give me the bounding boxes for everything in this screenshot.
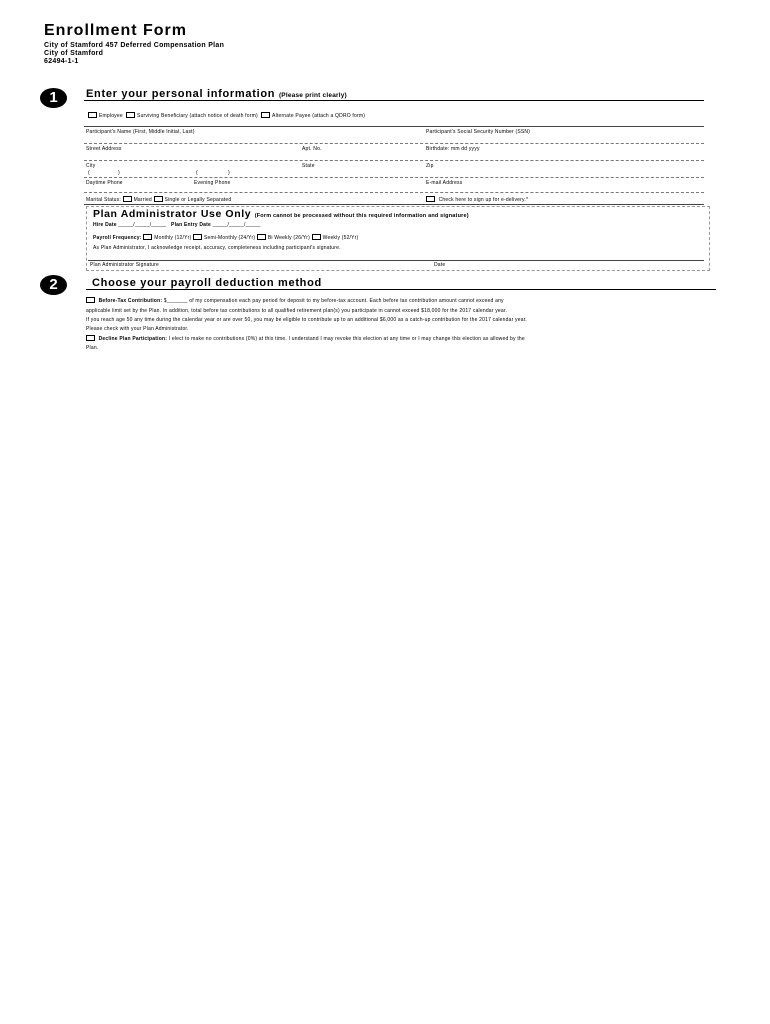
divider <box>84 177 704 178</box>
pretax-line-1 <box>86 297 504 304</box>
checkbox-married[interactable] <box>123 196 132 202</box>
signature-line <box>88 260 704 261</box>
plan-admin-title-text: Plan Administrator Use Only <box>93 208 252 220</box>
employer-name: City of Stamford <box>44 50 104 57</box>
payroll-frequency-row <box>93 234 358 241</box>
street-field-label: Street Address <box>86 146 122 152</box>
payroll-frequency-label: Payroll Frequency: <box>93 235 142 241</box>
checkbox-pretax[interactable] <box>86 297 95 303</box>
plan-number: 62494-1-1 <box>44 58 79 65</box>
participant-type-row <box>88 112 365 119</box>
option-surviving-beneficiary: Surviving Beneficiary (attach notice of death form) <box>137 113 258 119</box>
option-married: Married <box>133 197 152 203</box>
decline-label: Decline Plan Participation: <box>98 336 168 342</box>
zip-field-label: Zip <box>426 163 434 169</box>
pretax-line-2: applicable limit set by the Plan. In addition, total before tax contributions to all qualified retirement plan(s) you participate in cannot exceed $18,000 for the 2017 calendar year. <box>86 308 508 314</box>
section-1-rule <box>84 100 704 101</box>
section-1-note: (Please print clearly) <box>278 92 347 99</box>
checkbox-decline[interactable] <box>86 335 95 341</box>
state-field-label: State <box>302 163 315 169</box>
plan-admin-note: (Form cannot be processed without this required information and signature) <box>254 213 469 219</box>
plan-admin-title <box>93 208 469 220</box>
pretax-line-4: Please check with your Plan Administrator. <box>86 326 189 332</box>
checkbox-single[interactable] <box>154 196 163 202</box>
admin-signature-label: Plan Administrator Signature <box>90 262 159 268</box>
edelivery-row <box>426 196 528 203</box>
checkbox-semi-monthly[interactable] <box>193 234 202 240</box>
pretax-text: $_______ of my compensation each pay period for deposit to my before-tax account. Each before tax contribution amount cannot exceed any <box>163 298 504 304</box>
option-monthly: Monthly (12/Yr) <box>154 235 192 241</box>
checkbox-bi-weekly[interactable] <box>257 234 266 240</box>
section-1-badge: 1 <box>40 88 67 108</box>
decline-line-2: Plan. <box>86 345 99 351</box>
eve-phone-paren-close: ) <box>228 170 230 176</box>
section-1-title-text: Enter your personal information <box>86 88 276 100</box>
section-2-title: Choose your payroll deduction method <box>92 277 322 289</box>
pretax-label: Before-Tax Contribution: <box>98 298 163 304</box>
divider <box>84 143 704 144</box>
admin-acknowledgement: As Plan Administrator, I acknowledge receipt, accuracy, completeness including participant's signature. <box>93 245 341 251</box>
checkbox-weekly[interactable] <box>312 234 321 240</box>
checkbox-alternate-payee[interactable] <box>261 112 270 118</box>
divider <box>84 160 704 161</box>
hire-date-row <box>93 222 260 228</box>
day-phone-paren-open: ( <box>88 170 90 176</box>
admin-date-label: Date <box>434 262 446 268</box>
decline-text: I elect to make no contributions (0%) at this time. I understand I may revoke this election at any time or I may change this election as allowed by the <box>168 336 525 342</box>
plan-name: City of Stamford 457 Deferred Compensation Plan <box>44 42 225 49</box>
divider <box>84 204 704 205</box>
option-weekly: Weekly (52/Yr) <box>322 235 359 241</box>
decline-line-1 <box>86 335 525 342</box>
birthdate-field-label: Birthdate: mm dd yyyy <box>426 146 480 152</box>
eve-phone-paren-open: ( <box>196 170 198 176</box>
pretax-line-3: If you reach age 50 any time during the calendar year or are over 50, you may be eligible to contribute up to an additional $6,000 as a catch-up contribution for the 2017 calendar year. <box>86 317 527 323</box>
entry-date-field[interactable]: _____/_____/_____ <box>212 222 261 228</box>
apt-field-label: Apt. No. <box>302 146 322 152</box>
divider <box>84 192 704 193</box>
edelivery-label: Check here to sign up for e-delivery.* <box>438 197 529 203</box>
checkbox-employee[interactable] <box>88 112 97 118</box>
form-title: Enrollment Form <box>44 22 188 39</box>
name-field-label: Participant's Name (First, Middle Initial, Last) <box>86 129 195 135</box>
section-2-badge: 2 <box>40 275 67 295</box>
day-phone-label: Daytime Phone <box>86 180 123 186</box>
option-single: Single or Legally Separated <box>164 197 232 203</box>
checkbox-monthly[interactable] <box>143 234 152 240</box>
hire-date-label: Hire Date <box>93 222 117 228</box>
checkbox-surviving-beneficiary[interactable] <box>126 112 135 118</box>
divider <box>84 126 704 127</box>
hire-date-field[interactable]: _____/_____/_____ <box>118 222 167 228</box>
section-2-rule <box>86 289 716 290</box>
email-field-label: E-mail Address <box>426 180 463 186</box>
option-employee: Employee <box>99 113 123 119</box>
option-semi-monthly: Semi-Monthly (24/Yr) <box>204 235 256 241</box>
option-bi-weekly: Bi Weekly (26/Yr) <box>267 235 311 241</box>
city-field-label: City <box>86 163 96 169</box>
section-1-title <box>86 88 347 100</box>
ssn-field-label: Participant's Social Security Number (SSN) <box>426 129 531 135</box>
entry-date-label: Plan Entry Date <box>171 222 211 228</box>
marital-status-row <box>86 196 231 203</box>
checkbox-edelivery[interactable] <box>426 196 435 202</box>
eve-phone-label: Evening Phone <box>194 180 231 186</box>
marital-status-label: Marital Status: <box>86 197 121 203</box>
option-alternate-payee: Alternate Payee (attach a QDRO form) <box>272 113 366 119</box>
day-phone-paren-close: ) <box>118 170 120 176</box>
